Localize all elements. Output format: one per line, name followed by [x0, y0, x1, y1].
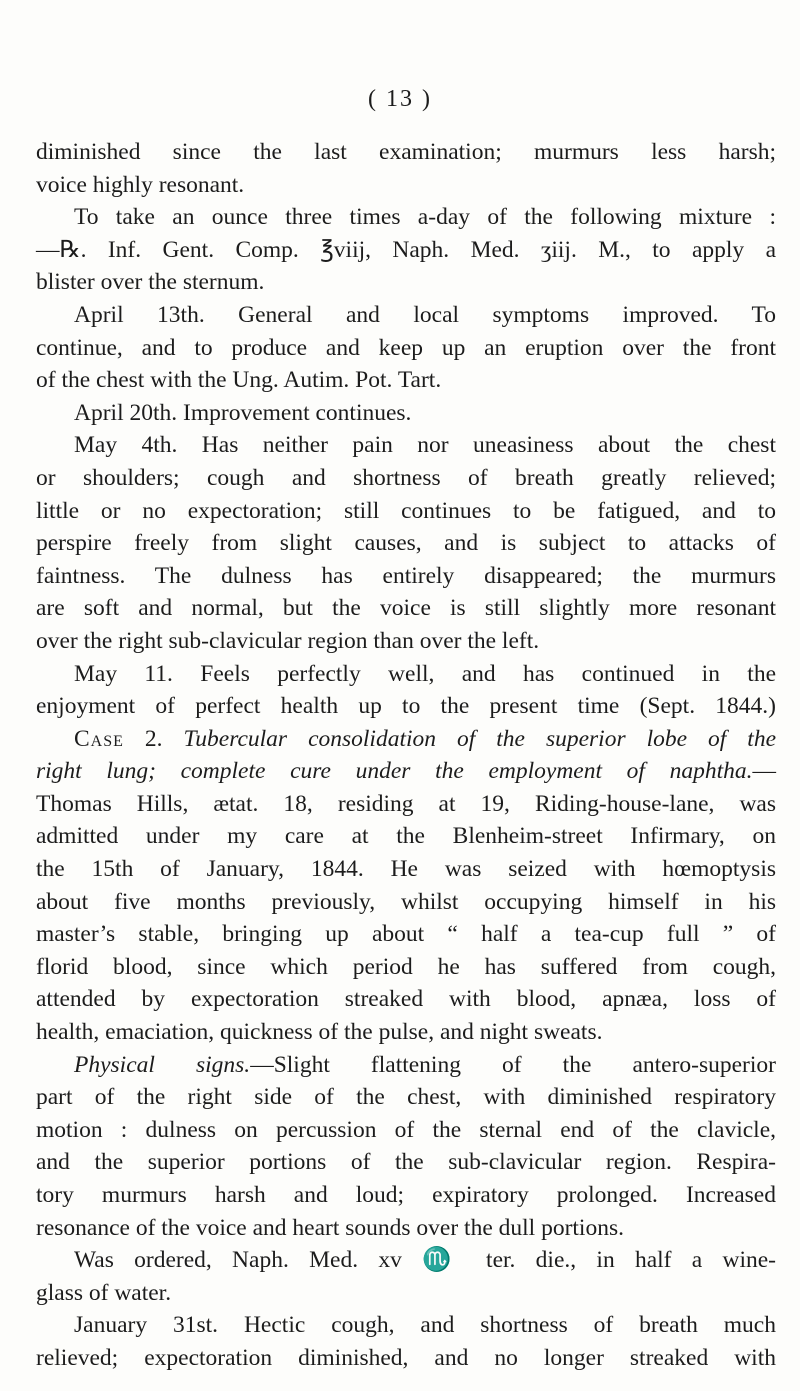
- line-text: To take an ounce three times a-day of the following mixture :: [74, 204, 776, 231]
- line-text: May 11. Feels perfectly well, and has continued in the: [74, 660, 776, 687]
- text-line: [36, 788, 776, 821]
- italic-text: Tubercular consolidation of the superior lobe of the: [183, 725, 776, 752]
- line-text: 2.: [123, 725, 184, 752]
- page-number: ( 13 ): [368, 86, 432, 112]
- line-text: motion : dulness on percussion of the sternal end of the clavicle,: [36, 1116, 776, 1143]
- text-line: [36, 853, 776, 886]
- line-text: relieved; expectoration diminished, and no longer streaked with: [36, 1344, 776, 1371]
- line-text: faintness. The dulness has entirely disappeared; the murmurs: [36, 562, 776, 589]
- text-line: [36, 429, 776, 462]
- line-text: diminished since the last examination; murmurs less harsh;: [36, 139, 776, 165]
- line-text: master’s stable, bringing up about “ half a tea-cup full ” of: [36, 921, 776, 948]
- text-line: [36, 1146, 776, 1179]
- line-text: April 20th. Improvement continues.: [74, 399, 412, 426]
- text-line: [36, 1277, 776, 1310]
- body-text: [36, 136, 776, 1375]
- italic-text: right lung; complete cure under the employment of naphtha.: [36, 758, 753, 785]
- text-line: [36, 1342, 776, 1375]
- line-text: florid blood, since which period he has suffered from cough,: [36, 953, 776, 980]
- line-text: May 4th. Has neither pain nor uneasiness about the chest: [74, 432, 776, 459]
- text-line: [36, 820, 776, 853]
- line-text: blister over the sternum.: [36, 269, 265, 296]
- line-text: Thomas Hills, ætat. 18, residing at 19, Riding-house-lane, was: [36, 790, 776, 817]
- line-text: about five months previously, whilst occupying himself in his: [36, 888, 776, 915]
- text-line: [36, 690, 776, 723]
- line-text: of the chest with the Ung. Autim. Pot. Tart.: [36, 367, 442, 394]
- text-line: [36, 462, 776, 495]
- text-line: [36, 495, 776, 528]
- text-line: [36, 1309, 776, 1342]
- text-line: [36, 397, 776, 430]
- line-text: little or no expectoration; still continues to be fatigued, and to: [36, 497, 776, 524]
- text-line: [36, 625, 776, 658]
- text-line: [36, 983, 776, 1016]
- text-line: [36, 1179, 776, 1212]
- small-caps-text: Case: [74, 725, 124, 752]
- line-text: over the right sub-clavicular region than over the left.: [36, 627, 540, 654]
- line-text: and the superior portions of the sub-clavicular region. Respira-: [36, 1149, 776, 1176]
- line-text: admitted under my care at the Blenheim-street Infirmary, on: [36, 823, 776, 850]
- line-text: continue, and to produce and keep up an eruption over the front: [36, 334, 776, 361]
- text-line: [36, 1049, 776, 1082]
- line-text: are soft and normal, but the voice is still slightly more resonant: [36, 595, 776, 622]
- line-text: resonance of the voice and heart sounds over the dull portions.: [36, 1214, 624, 1241]
- text-line: [36, 1244, 776, 1277]
- text-line: [36, 918, 776, 951]
- text-line: [36, 201, 776, 234]
- text-line: [36, 364, 776, 397]
- text-line: [36, 1114, 776, 1147]
- text-line: [36, 951, 776, 984]
- text-line: [36, 1081, 776, 1114]
- text-line: [36, 266, 776, 299]
- text-line: [36, 560, 776, 593]
- line-text: or shoulders; cough and shortness of breath greatly relieved;: [36, 464, 776, 491]
- text-line: [36, 886, 776, 919]
- text-line: [36, 136, 776, 169]
- line-text: attended by expectoration streaked with blood, apnæa, loss of: [36, 986, 776, 1013]
- line-text: glass of water.: [36, 1279, 172, 1306]
- line-text: —: [752, 758, 776, 785]
- line-text: part of the right side of the chest, with diminished respiratory: [36, 1084, 776, 1111]
- text-line: [36, 1016, 776, 1049]
- text-line: [36, 527, 776, 560]
- line-text: the 15th of January, 1844. He was seized with hœmoptysis: [36, 856, 776, 883]
- text-line: [36, 755, 776, 788]
- line-text: —℞. Inf. Gent. Comp. ℥viij, Naph. Med. ʒiij. M., to apply a: [36, 236, 776, 263]
- text-line: [36, 723, 776, 756]
- line-text: tory murmurs harsh and loud; expiratory prolonged. Increased: [36, 1182, 776, 1208]
- line-text: enjoyment of perfect health up to the present time (Sept. 1844.): [36, 693, 776, 720]
- line-text: voice highly resonant.: [36, 171, 245, 198]
- text-line: [36, 299, 776, 332]
- text-line: [36, 169, 776, 202]
- line-text: Was ordered, Naph. Med. xv ♏ ter. die., in half a wine-: [74, 1247, 776, 1274]
- text-line: [36, 1212, 776, 1245]
- text-line: [36, 234, 776, 267]
- italic-text: Physical signs.: [74, 1051, 251, 1078]
- text-line: [36, 332, 776, 365]
- line-text: perspire freely from slight causes, and is subject to attacks of: [36, 530, 776, 557]
- line-text: —Slight flattening of the antero-superior: [250, 1051, 776, 1078]
- line-text: January 31st. Hectic cough, and shortness of breath much: [74, 1312, 776, 1339]
- line-text: health, emaciation, quickness of the pulse, and night sweats.: [36, 1019, 603, 1046]
- line-text: April 13th. General and local symptoms improved. To: [74, 301, 776, 328]
- text-line: [36, 658, 776, 691]
- text-line: [36, 592, 776, 625]
